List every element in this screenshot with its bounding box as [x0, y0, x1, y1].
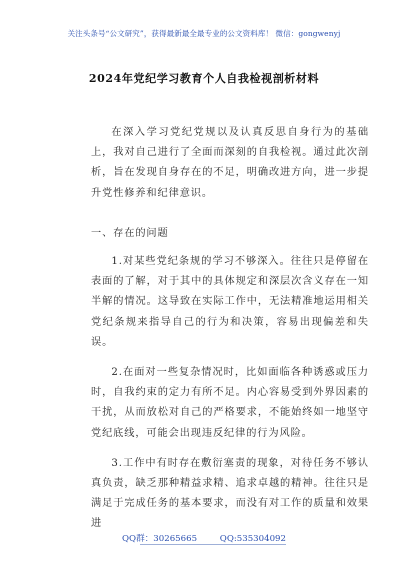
document-title: 2024年党纪学习教育个人自我检视剖析材料: [88, 72, 320, 85]
section-heading: 一、存在的问题: [91, 227, 169, 239]
footer-contact: [0, 532, 408, 544]
problem-item-2: 2.在面对一些复杂情况时，比如面临各种诱惑或压力时，自我约束的定力有所不足。内心容易受到外界因素的干扰，从而放松对自己的严格要求，不能始终如一地坚守党纪底线，可能会出现违反纪律的行为风险。: [91, 367, 369, 439]
document-body: [91, 123, 369, 535]
footer-qq: QQ:535304092: [219, 534, 286, 544]
footer-qq-group: QQ群：30265665: [122, 534, 198, 544]
problem-item-1: 1.对某些党纪条规的学习不够深入。往往只是停留在表面的了解，对于其中的具体规定和深层次含义存在一知半解的情况。这导致在实际工作中，无法精准地运用相关党纪条规来指导自己的行为和决策，容易出现偏差和失误。: [91, 256, 369, 348]
header-banner: 关注头条号“公文研究”，获得最新最全最专业的公文资料库！ 微信：gongwenyj: [67, 29, 341, 38]
footer-underline: [140, 544, 286, 545]
intro-paragraph: 在深入学习党纪党规以及认真反思自身行为的基础上，我对自己进行了全面而深刻的自我检视。通过此次剖析，旨在发现自身存在的不足，明确改进方向，进一步提升党性修养和纪律意识。: [91, 127, 369, 199]
problem-item-3: 3.工作中有时存在敷衍塞责的现象，对待任务不够认真负责，缺乏那种精益求精、追求卓越的精神。往往只是满足于完成任务的基本要求，而没有对工作的质量和效果进: [91, 457, 369, 530]
